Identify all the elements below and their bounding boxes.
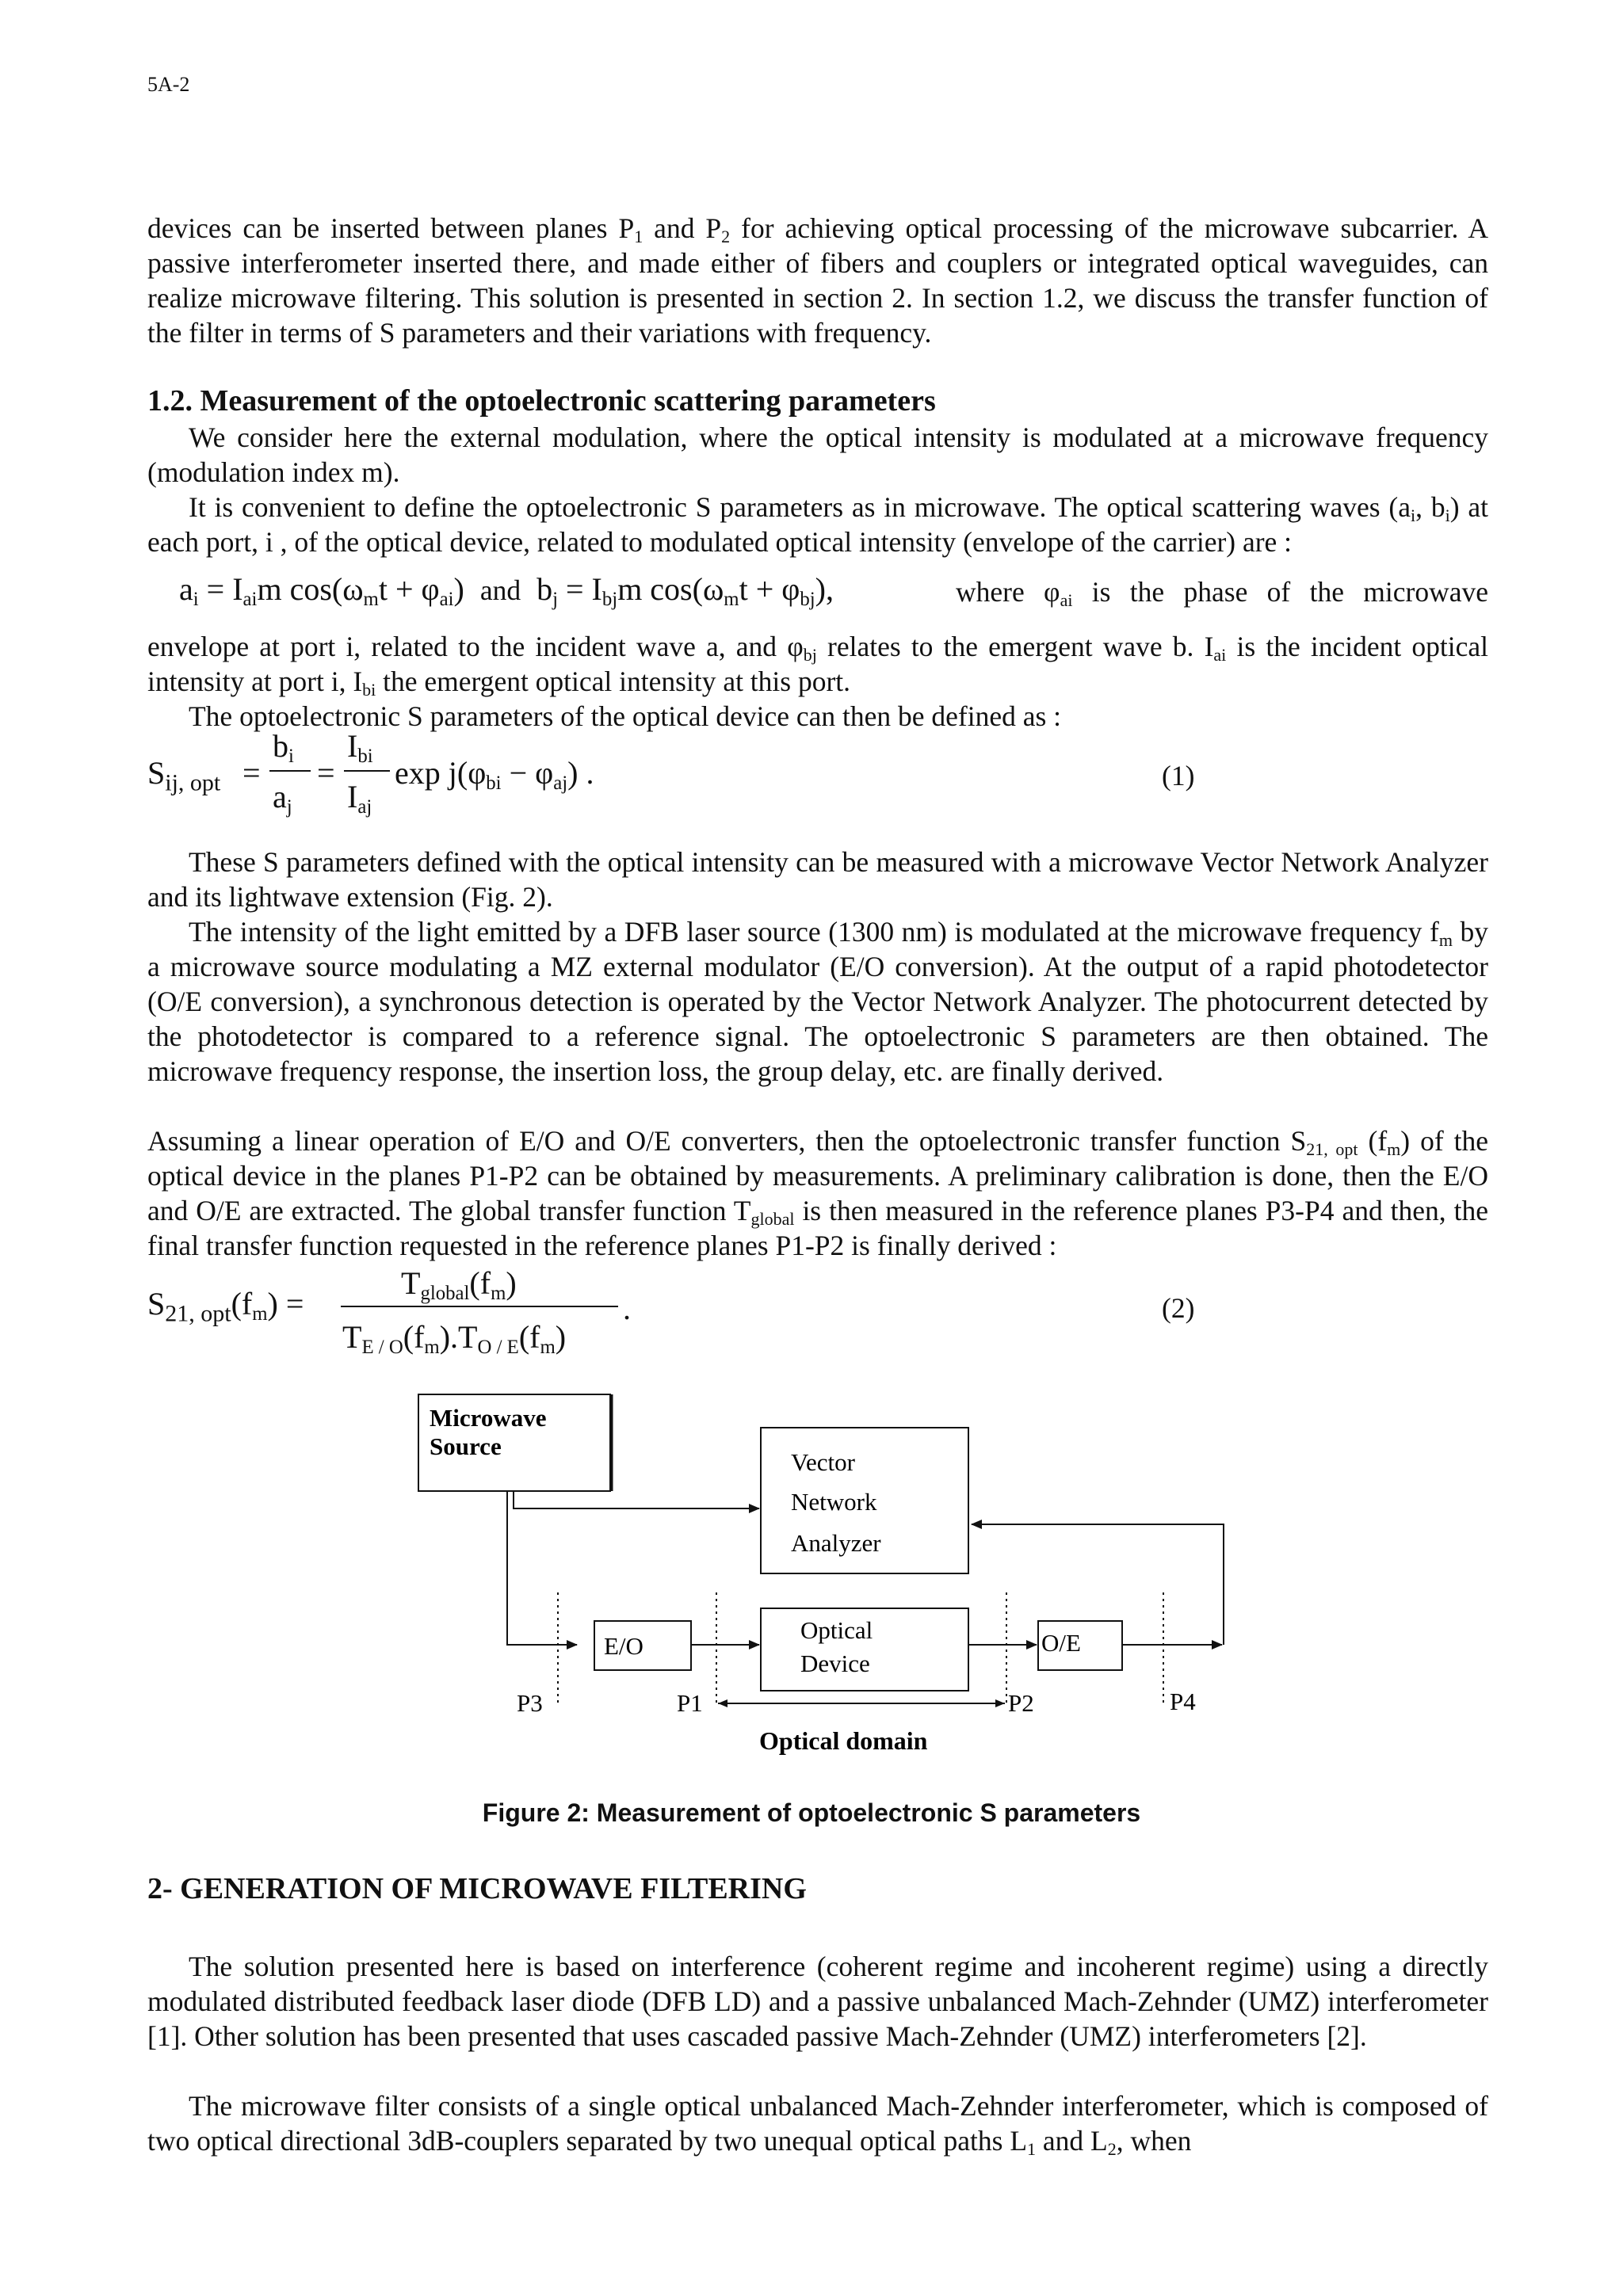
text: b [273,728,288,764]
eq2-numerator [401,1264,517,1302]
source-to-eo-line [507,1491,577,1645]
intro-text-a: devices can be inserted between planes P [147,212,635,244]
sub: 21, opt [165,1300,231,1327]
microwave-source-label-2: Source [430,1432,502,1460]
section-2-p2 [147,2088,1488,2158]
equation-2-number: (2) [1162,1292,1195,1324]
section-2-heading: 2- GENERATION OF MICROWAVE FILTERING [147,1872,807,1905]
eo-label: E/O [604,1632,643,1660]
microwave-source-label-1: Microwave [430,1404,547,1432]
eq1-num2 [347,727,373,765]
text: = I [206,571,243,607]
text: exp j(φ [395,755,487,791]
text: I [347,728,358,764]
eq1-den2 [347,778,372,818]
text: (f [1358,1125,1388,1157]
text: , b [1415,491,1445,523]
sub: m [724,588,739,610]
text: The microwave filter consists of a single optical unbalanced Mach-Zehnder interferometer, which is composed of two optical directional 3dB-couplers separated by two unequal optical paths L [147,2090,1488,2157]
sub: i [1410,505,1416,526]
eq1-fraction-bar-2 [344,770,390,772]
text: a [273,779,287,814]
text: ) = [267,1286,304,1322]
sub: ai [1213,645,1227,666]
sub: ai [439,588,454,610]
intro-paragraph [147,211,1488,350]
plane-p1-label: P1 [677,1689,703,1717]
section-1-2-p7 [147,1123,1488,1263]
sub: m [1438,930,1453,951]
text: where φ [956,576,1060,608]
plane-p4-label: P4 [1170,1688,1196,1715]
text: I [347,779,358,814]
vna-label-2: Network [791,1488,877,1516]
eq2-fraction-bar [341,1306,618,1307]
text: , when [1116,2125,1192,2157]
sub: 2 [1107,2139,1117,2160]
optical-domain-label: Optical domain [759,1726,928,1755]
microwave-source-box [418,1394,612,1491]
eq1-den1 [273,778,292,818]
vna-label-1: Vector [791,1448,855,1476]
text: relates to the emergent wave b. I [816,631,1214,662]
plane-p3-label: P3 [517,1689,543,1717]
plane-p2-label: P2 [1008,1689,1034,1717]
section-1-2-p3 [147,629,1488,699]
sub: m [540,1336,556,1358]
sub: m [252,1302,268,1325]
section-1-2-heading: 1.2. Measurement of the optoelectronic scattering parameters [147,384,936,418]
text: a [179,571,193,607]
text: The intensity of the light emitted by a DFB laser source (1300 nm) is modulated at the microwave frequency f [189,916,1439,948]
sub: i [193,588,199,610]
sub: m [424,1336,440,1358]
text: ) [506,1265,517,1301]
text: (f [403,1319,425,1355]
sub: m [363,588,379,610]
text: and L [1036,2125,1108,2157]
text: envelope at port i, related to the incident wave a, and φ [147,631,804,662]
sub: i [1445,505,1450,526]
section-2-p1: The solution presented here is based on interference (coherent regime and incoherent regime) using a directly modulated distributed feedback laser diode (DFB LD) and a passive unbalanced Mach-Zehnder (UMZ) interferometer [1]. Other solution has been presented that uses cascaded passive Mach-Zehnder (UMZ) interferometers [2]. [147,1951,1488,2052]
oe-converter-box [1038,1621,1122,1670]
sub: bj [800,588,815,610]
intro-text-b: and P [643,212,722,244]
text: (f [518,1319,540,1355]
wave-definition-equation [179,570,834,608]
eo-converter-box [594,1621,691,1670]
sub: 1 [1027,2139,1037,2160]
eq1-fraction-bar-1 [269,770,311,772]
text: b [537,571,553,607]
text: is the phase of the microwave [1091,576,1489,608]
text: T [342,1319,362,1355]
sub: aj [357,795,372,818]
vna-label-3: Analyzer [791,1529,881,1557]
sub: ij, opt [165,769,221,796]
section-1-2-p2 [147,490,1488,559]
sub: i [288,745,294,767]
text: ) [453,571,464,607]
text: m cos(ω [617,571,724,607]
sub: m [1387,1139,1401,1160]
optical-device-label-1: Optical [800,1616,873,1644]
text: ), [815,571,834,607]
eq2-lhs [147,1285,304,1327]
text: by a microwave source modulating a MZ external modulator (E/O conversion). At the output of a rapid photodetector (O/E conversion), a synchronous detection is operated by the Vector Network Analyzer. The photocurrent detected by the photodetector is compared to a reference signal. The optoelectronic S parameters are then obtained. The microwave frequency response, the insertion loss, the group delay, etc. are finally derived. [147,916,1489,1087]
intro-text-c: for achieving optical processing of the microwave subcarrier. A passive interferometer inserted there, and made either of fibers and couplers or integrated optical waveguides, can realize microwave filtering. This solution is presented in section 2. In section 1.2, we discuss the transfer function of the filter in terms of S parameters and their variations with frequency. [147,212,1488,349]
section-1-2-p6 [147,914,1488,1089]
optical-device-label-2: Device [800,1650,870,1677]
section-1-2-p5: These S parameters defined with the optical intensity can be measured with a microwave Vector Network Analyzer and its lightwave extension (Fig. 2). [147,846,1488,913]
sub: aj [553,772,568,794]
equation-1-number: (1) [1162,760,1195,791]
vector-network-analyzer-box [761,1428,968,1573]
text: (f [469,1265,491,1301]
section-1-2-p4: The optoelectronic S parameters of the optical device can then be defined as : [189,700,1062,732]
sub: E / O [361,1336,403,1358]
text: is then measured in the reference planes P3-P4 and then, the final transfer function requested in the reference planes P1-P2 is finally derived : [147,1195,1489,1261]
sub: bi [362,680,376,700]
oe-label: O/E [1041,1629,1081,1657]
figure-2-caption: Figure 2: Measurement of optoelectronic S parameters [482,1798,1141,1827]
sub: j [286,795,292,818]
text: is the incident optical intensity at port i, I [147,631,1488,697]
eq2-dot: . [623,1291,631,1326]
text: ).T [439,1319,478,1355]
text: ) of the optical device in the planes P1-P2 can be obtained by measurements. A preliminary calibration is done, then the E/O and O/E are extracted. The global transfer function T [147,1125,1489,1226]
source-to-vna-line [514,1491,759,1508]
text: t + φ [378,571,440,607]
text: t + φ [739,571,800,607]
text: ) . [567,755,594,791]
sub: 21, opt [1306,1139,1358,1160]
measurement-setup-diagram [396,1379,1268,1775]
text: ) [555,1319,567,1355]
text: It is convenient to define the optoelectronic S parameters as in microwave. The optical scattering waves (a [189,491,1411,523]
where-clause [956,574,1488,609]
sub: bi [486,772,502,794]
optical-device-box [761,1608,968,1691]
sub: bj [803,645,817,666]
text: S [147,755,166,791]
text: T [401,1265,421,1301]
sub: m [491,1282,506,1304]
text: − φ [501,755,554,791]
text: the emergent optical intensity at this port. [376,666,851,697]
text: = I [566,571,602,607]
sub: j [552,588,558,610]
text: S [147,1286,166,1322]
sub: bi [357,745,373,767]
sub: global [420,1282,470,1304]
eq1-equals-1: = [242,755,261,791]
text: ) at each port, i , of the optical device, related to modulated optical intensity (envelope of the carrier) are : [147,491,1488,558]
sub: O / E [477,1336,519,1358]
section-1-2-p1: We consider here the external modulation, where the optical intensity is modulated at a microwave frequency (modulation index m). [147,421,1488,488]
eq1-lhs [147,754,221,796]
sub: global [750,1209,795,1230]
sub: 2 [721,227,731,247]
eq2-denominator [342,1318,566,1356]
text: Assuming a linear operation of E/O and O/E converters, then the optoelectronic transfer function S [147,1125,1307,1157]
sub: ai [1060,590,1073,611]
text: (f [231,1286,253,1322]
text: and [479,574,521,606]
sub: 1 [634,227,643,247]
page-number: 5A-2 [147,73,190,96]
eq1-equals-2: = [317,755,335,791]
sub: ai [242,588,258,610]
eq1-rhs [395,754,594,794]
text: m cos(ω [257,571,364,607]
eq1-num1 [273,727,294,765]
sub: bj [601,588,618,610]
